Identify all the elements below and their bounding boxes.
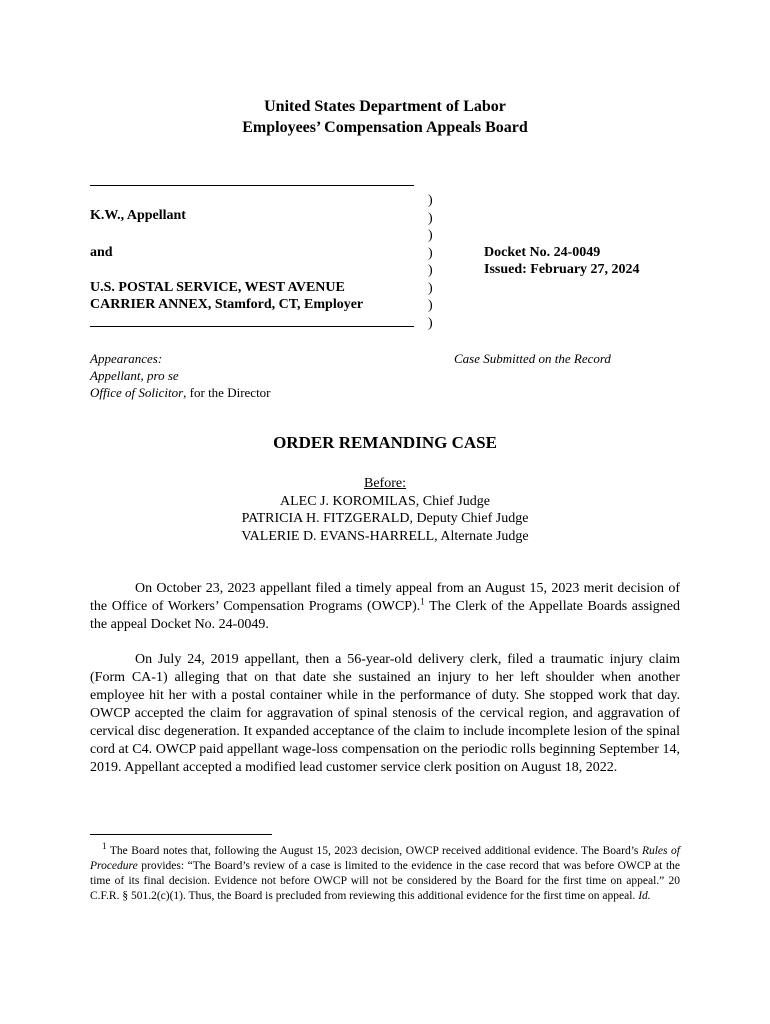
judge-2: PATRICIA H. FITZGERALD, Deputy Chief Judge <box>241 511 529 526</box>
footnote-number: 1 <box>102 841 107 852</box>
appellant-representation: Appellant, pro se <box>90 368 179 383</box>
docket-block <box>484 244 640 278</box>
board-name: Employees’ Compensation Appeals Board <box>242 119 528 136</box>
paren: ) <box>428 193 433 208</box>
department-name: United States Department of Labor <box>264 98 506 115</box>
paren: ) <box>428 228 433 243</box>
paren: ) <box>428 315 433 331</box>
case-submitted-note: Case Submitted on the Record <box>454 351 611 366</box>
caption-parentheses <box>428 192 440 332</box>
body-paragraph-2: On July 24, 2019 appellant, then a 56-year-old delivery clerk, filed a traumatic injury claim (Form CA-1) alleging that on that date she sustained an injury to her left shoulder when another employee hit her with a postal container while in the performance of duty. She stopped work that day. OWCP accepted the claim for aggravation of spinal stenosis of the cervical region, and aggravation of cervical disc degeneration. It expanded acceptance of the claim to include incomplete lesion of the spinal cord at C4. OWCP paid appellant wage-loss compensation on the periodic rolls beginning September 14, 2019. Appellant accepted a modified lead customer service clerk position on August 18, 2022. <box>90 652 680 775</box>
paren: ) <box>428 298 433 313</box>
footnote-separator <box>90 834 272 835</box>
appellant-name: K.W., Appellant <box>90 208 186 223</box>
paren: ) <box>428 263 433 278</box>
judges-panel <box>0 475 770 545</box>
appearances-block <box>90 350 271 401</box>
body-paragraph-1: On October 23, 2023 appellant filed a timely appeal from an August 15, 2023 merit decision of the Office of Workers’ Compensation Programs (OWCP).$^1$ The Clerk of the Appellate Boards assigned the appeal Docket No. 24-0049. <box>90 581 681 632</box>
caption-bottom-rule <box>90 326 414 327</box>
paren: ) <box>428 280 433 296</box>
paren: ) <box>428 210 433 226</box>
appearances-heading: Appearances: <box>90 351 163 366</box>
agency-header <box>0 96 770 138</box>
judge-3: VALERIE D. EVANS-HARRELL, Alternate Judge <box>241 528 529 544</box>
solicitor-line: Office of Solicitor, for the Director <box>90 385 271 400</box>
employer-line-1: U.S. POSTAL SERVICE, WEST AVENUE <box>90 280 345 295</box>
before-label: Before: <box>364 476 406 491</box>
footnote-1: $^1$ The Board notes that, following the August 15, 2023 decision, OWCP received additional evidence. The Board’s Rules of Procedure provides: “The Board’s review of a case is limited to the evidence in the case record that was before OWCP at the time of its final decision. Evidence not before OWCP will not be considered by the Board for the first time on appeal.” 20 C.F.R. § 501.2(c)(1). Thus, the Board is precluded from reviewing this additional evidence for the first time on appeal. Id. <box>90 841 681 902</box>
paren: ) <box>428 245 433 261</box>
order-title: ORDER REMANDING CASE <box>273 433 497 452</box>
employer-line-2: CARRIER ANNEX, Stamford, CT, Employer <box>90 297 364 312</box>
caption-top-rule <box>90 185 414 186</box>
judge-1: ALEC J. KOROMILAS, Chief Judge <box>280 493 490 509</box>
caption-and: and <box>90 245 113 260</box>
issued-date: Issued: February 27, 2024 <box>484 262 640 277</box>
docket-number: Docket No. 24-0049 <box>484 245 601 260</box>
footnote-ref[interactable]: 1 <box>420 596 425 607</box>
